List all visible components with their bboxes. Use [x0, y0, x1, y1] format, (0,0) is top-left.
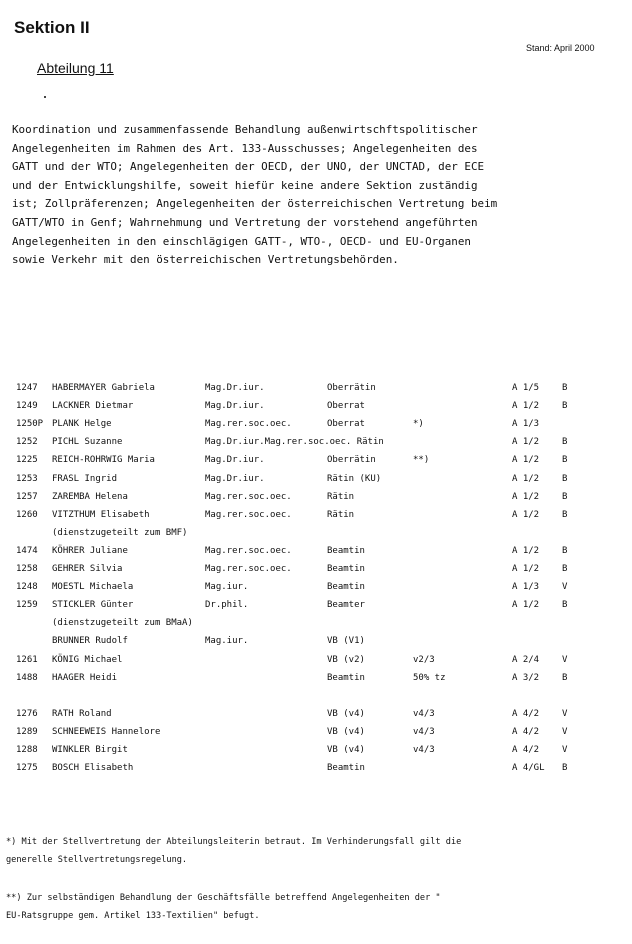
staff-title: Mag.Dr.iur.Mag.rer.soc.oec. Rätin	[205, 437, 384, 447]
staff-title: Mag.Dr.iur.	[205, 474, 265, 484]
staff-name: PLANK Helge	[52, 419, 112, 429]
staff-class: B	[562, 673, 568, 683]
description-line: Koordination und zusammenfassende Behandlung außenwirtschftspolitischer	[12, 123, 478, 136]
staff-grade: A 1/2	[512, 510, 540, 520]
staff-number: 1276	[16, 709, 38, 719]
staff-grade: A 1/3	[512, 419, 540, 429]
staff-name: PICHL Suzanne	[52, 437, 123, 447]
staff-grade: A 1/2	[512, 546, 540, 556]
footnote-1-line-1: *) Mit der Stellvertretung der Abteilungsleiterin betraut. Im Verhinderungsfall gilt die	[6, 837, 462, 847]
description-line: Angelegenheiten im Rahmen des Art. 133-Ausschusses; Angelegenheiten des	[12, 141, 478, 155]
staff-function: Rätin	[327, 492, 355, 502]
staff-function: Beamtin	[327, 546, 365, 556]
staff-title: Mag.iur.	[205, 582, 249, 592]
staff-mark: **)	[413, 455, 430, 465]
staff-class: B	[562, 763, 568, 773]
staff-function: VB (v2)	[327, 655, 365, 665]
staff-grade: A 1/2	[512, 492, 540, 502]
staff-name: MOESTL Michaela	[52, 582, 134, 592]
staff-name: VITZTHUM Elisabeth	[52, 510, 150, 520]
staff-function: VB (V1)	[327, 636, 365, 646]
description-line: ist; Zollpräferenzen; Angelegenheiten der österreichischen Vertretung beim	[12, 197, 498, 211]
staff-class: V	[562, 709, 568, 719]
staff-grade: A 4/GL	[512, 763, 545, 773]
department-description	[12, 121, 624, 270]
description-line: Angelegenheiten in den einschlägigen GATT-, WTO-, OECD- und EU-Organen	[12, 234, 471, 248]
staff-name: KÖHRER Juliane	[52, 546, 128, 556]
staff-mark: 50% tz	[413, 673, 446, 683]
footnote-2-line-1: **) Zur selbständigen Behandlung der Geschäftsfälle betreffend Angelegenheiten der "	[6, 893, 441, 903]
description-line: sowie Verkehr mit den österreichischen Vertretungsbehörden.	[12, 253, 399, 267]
staff-number: 1289	[16, 727, 38, 737]
staff-class: B	[562, 455, 568, 465]
department-heading: Abteilung 11	[37, 60, 114, 76]
staff-function: Beamtin	[327, 673, 365, 683]
staff-function: Beamtin	[327, 582, 365, 592]
staff-number: 1250P	[16, 419, 44, 429]
staff-name: GEHRER Silvia	[52, 564, 123, 574]
staff-function: Oberrätin	[327, 455, 376, 465]
staff-title: Mag.iur.	[205, 636, 249, 646]
staff-note-text: (dienstzugeteilt zum BMF)	[52, 528, 188, 538]
staff-class: B	[562, 600, 568, 610]
staff-note-text: (dienstzugeteilt zum BMaA)	[52, 618, 193, 628]
staff-title: Dr.phil.	[205, 600, 249, 610]
description-line: GATT/WTO in Genf; Wahrnehmung und Vertretung der vorstehend angeführten	[12, 215, 478, 229]
staff-number: 1247	[16, 383, 38, 393]
staff-class: B	[562, 492, 568, 502]
staff-number: 1260	[16, 510, 38, 520]
staff-class: V	[562, 727, 568, 737]
staff-class: V	[562, 745, 568, 755]
staff-name: ZAREMBA Helena	[52, 492, 128, 502]
staff-class: B	[562, 437, 568, 447]
staff-function: VB (v4)	[327, 709, 365, 719]
staff-number: 1249	[16, 401, 38, 411]
staff-class: B	[562, 401, 568, 411]
staff-mark: v4/3	[413, 745, 435, 755]
staff-class: V	[562, 582, 568, 592]
staff-name: HAAGER Heidi	[52, 673, 118, 683]
staff-function: VB (v4)	[327, 727, 365, 737]
staff-number: 1252	[16, 437, 38, 447]
staff-grade: A 1/2	[512, 474, 540, 484]
staff-class: B	[562, 383, 568, 393]
staff-mark: v4/3	[413, 709, 435, 719]
staff-function: Oberrat	[327, 419, 365, 429]
staff-mark: *)	[413, 419, 424, 429]
staff-function: Rätin	[327, 510, 355, 520]
staff-function: Oberrat	[327, 401, 365, 411]
staff-grade: A 4/2	[512, 745, 540, 755]
staff-class: V	[562, 655, 568, 665]
staff-number: 1248	[16, 582, 38, 592]
speck-mark	[44, 96, 46, 98]
staff-function: Beamtin	[327, 564, 365, 574]
staff-number: 1225	[16, 455, 38, 465]
staff-name: KÖNIG Michael	[52, 655, 123, 665]
staff-mark: v2/3	[413, 655, 435, 665]
staff-name: RATH Roland	[52, 709, 112, 719]
staff-grade: A 1/2	[512, 564, 540, 574]
staff-name: HABERMAYER Gabriela	[52, 383, 155, 393]
staff-number: 1488	[16, 673, 38, 683]
staff-function: VB (v4)	[327, 745, 365, 755]
staff-class: B	[562, 546, 568, 556]
staff-grade: A 1/2	[512, 455, 540, 465]
staff-grade: A 1/2	[512, 401, 540, 411]
staff-name: REICH-ROHRWIG Maria	[52, 455, 155, 465]
description-line: und der Entwicklungshilfe, soweit hiefür keine andere Sektion zuständig	[12, 178, 478, 192]
section-heading: Sektion II	[14, 18, 90, 37]
staff-class: B	[562, 474, 568, 484]
staff-title: Mag.rer.soc.oec.	[205, 492, 292, 502]
staff-name: BOSCH Elisabeth	[52, 763, 134, 773]
staff-number: 1261	[16, 655, 38, 665]
staff-grade: A 2/4	[512, 655, 540, 665]
staff-number: 1259	[16, 600, 38, 610]
staff-number: 1257	[16, 492, 38, 502]
staff-grade: A 1/2	[512, 600, 540, 610]
staff-grade: A 4/2	[512, 727, 540, 737]
staff-title: Mag.Dr.iur.	[205, 401, 265, 411]
staff-grade: A 3/2	[512, 673, 540, 683]
staff-function: Beamter	[327, 600, 365, 610]
staff-grade: A 1/2	[512, 437, 540, 447]
staff-title: Mag.rer.soc.oec.	[205, 510, 292, 520]
stand-date: Stand: April 2000	[526, 43, 595, 53]
staff-number: 1288	[16, 745, 38, 755]
staff-function: Oberrätin	[327, 383, 376, 393]
footnote-1-line-2: generelle Stellvertretungsregelung.	[6, 855, 188, 865]
staff-title: Mag.rer.soc.oec.	[205, 419, 292, 429]
staff-name: LACKNER Dietmar	[52, 401, 134, 411]
staff-name: BRUNNER Rudolf	[52, 636, 128, 646]
staff-function: Rätin (KU)	[327, 474, 382, 484]
staff-number: 1253	[16, 474, 38, 484]
staff-title: Mag.Dr.iur.	[205, 383, 265, 393]
staff-grade: A 4/2	[512, 709, 540, 719]
description-line: GATT und der WTO; Angelegenheiten der OECD, der UNO, der UNCTAD, der ECE	[12, 160, 485, 174]
footnote-2-line-2: EU-Ratsgruppe gem. Artikel 133-Textilien" befugt.	[6, 911, 260, 921]
staff-grade: A 1/5	[512, 383, 540, 393]
staff-class: B	[562, 564, 568, 574]
staff-number: 1275	[16, 763, 38, 773]
staff-number: 1258	[16, 564, 38, 574]
staff-title: Mag.rer.soc.oec.	[205, 546, 292, 556]
staff-name: FRASL Ingrid	[52, 474, 118, 484]
staff-title: Mag.Dr.iur.	[205, 455, 265, 465]
staff-grade: A 1/3	[512, 582, 540, 592]
staff-name: WINKLER Birgit	[52, 745, 128, 755]
staff-name: SCHNEEWEIS Hannelore	[52, 727, 161, 737]
staff-title: Mag.rer.soc.oec.	[205, 564, 292, 574]
staff-mark: v4/3	[413, 727, 435, 737]
staff-function: Beamtin	[327, 763, 365, 773]
staff-name: STICKLER Günter	[52, 600, 134, 610]
staff-class: B	[562, 510, 568, 520]
staff-number: 1474	[16, 546, 38, 556]
